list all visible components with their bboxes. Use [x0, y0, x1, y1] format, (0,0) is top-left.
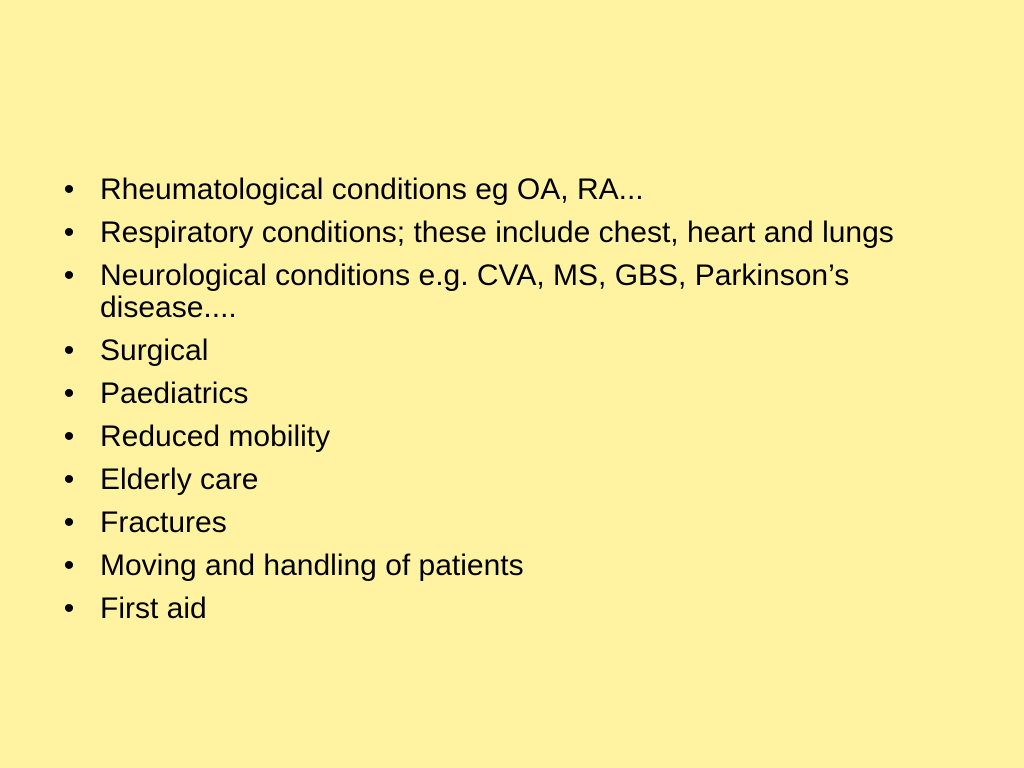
list-item-text: Reduced mobility	[100, 420, 331, 453]
bullet-dot: •	[63, 549, 75, 582]
list-item-text: Elderly care	[100, 463, 259, 496]
bullet-dot: •	[63, 377, 75, 410]
list-item	[56, 217, 956, 249]
list-item-text: Rheumatological conditions eg OA, RA...	[100, 173, 644, 206]
list-item	[56, 378, 956, 410]
list-item	[56, 421, 956, 453]
bullet-dot: •	[63, 463, 75, 496]
list-item	[56, 550, 956, 582]
list-item-text: Surgical	[100, 334, 209, 367]
list-item	[56, 593, 956, 625]
bullet-list	[56, 174, 956, 636]
list-item-text: Paediatrics	[100, 377, 249, 410]
list-item-text: Neurological conditions e.g. CVA, MS, GBS, Parkinson’s disease....	[100, 259, 850, 324]
list-item-text: First aid	[100, 592, 207, 625]
list-item-text: Moving and handling of patients	[100, 549, 524, 582]
list-item	[56, 335, 956, 367]
bullet-dot: •	[63, 420, 75, 453]
bullet-dot: •	[63, 506, 75, 539]
bullet-dot: •	[63, 216, 75, 249]
bullet-dot: •	[63, 592, 75, 625]
bullet-dot: •	[63, 334, 75, 367]
list-item	[56, 174, 956, 206]
list-item	[56, 507, 956, 539]
bullet-dot: •	[63, 173, 75, 206]
bullet-dot: •	[63, 259, 75, 292]
list-item	[56, 260, 956, 324]
list-item-text: Fractures	[100, 506, 227, 539]
list-item	[56, 464, 956, 496]
list-item-text: Respiratory conditions; these include chest, heart and lungs	[100, 216, 894, 249]
